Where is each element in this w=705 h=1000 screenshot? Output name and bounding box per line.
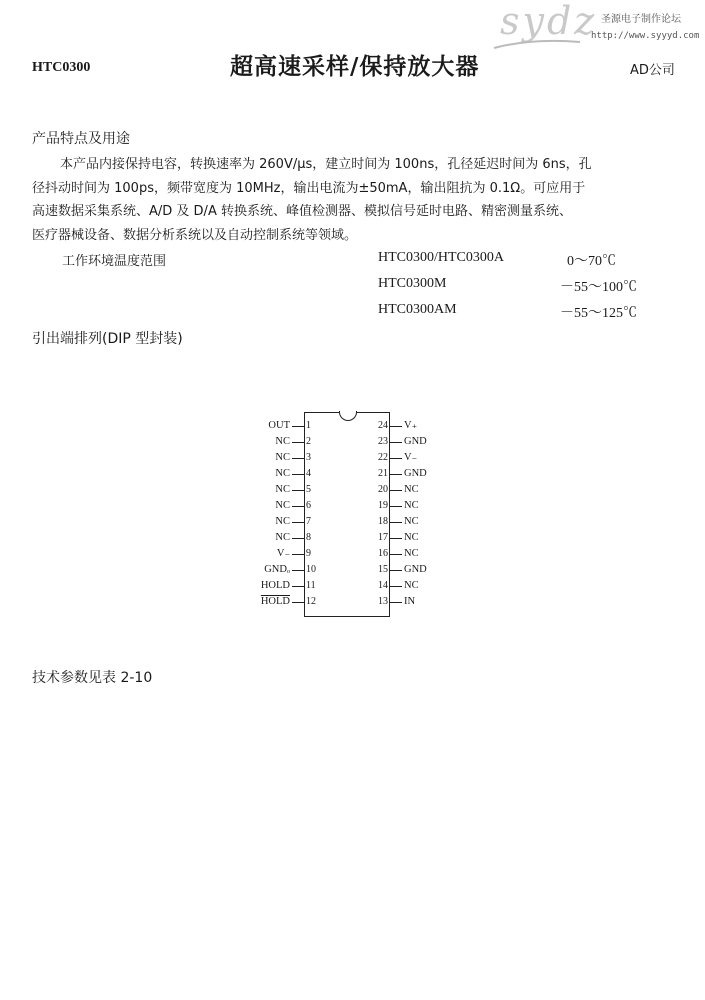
part-number: HTC0300 — [32, 60, 91, 75]
pin-left-7 — [250, 514, 311, 530]
pin-lead — [292, 490, 304, 491]
pin-number: 1 — [306, 420, 311, 431]
pin-lead — [292, 426, 304, 427]
pin-right-16 — [378, 546, 440, 562]
pin-number: 10 — [306, 564, 316, 575]
pin-lead — [292, 458, 304, 459]
pin-label: GND — [404, 468, 427, 479]
pin-lead — [390, 538, 402, 539]
pin-number: 5 — [306, 484, 311, 495]
watermark-swoosh-icon — [492, 36, 582, 52]
pin-number: 17 — [378, 532, 388, 543]
watermark-logo-text: sydz — [500, 0, 598, 43]
pin-number: 22 — [378, 452, 388, 463]
pin-label: HOLD — [260, 580, 290, 591]
pin-number: 7 — [306, 516, 311, 527]
pin-number: 6 — [306, 500, 311, 511]
watermark-logo — [486, 0, 705, 52]
pin-right-13 — [378, 594, 440, 610]
pin-lead — [292, 522, 304, 523]
pin-label: GND — [404, 564, 427, 575]
pin-number: 13 — [378, 596, 388, 607]
pin-number: 3 — [306, 452, 311, 463]
pin-label: V₋ — [276, 548, 290, 559]
watermark-site-name: 圣源电子制作论坛 — [601, 14, 681, 25]
pin-number: 12 — [306, 596, 316, 607]
pin-left-4 — [250, 466, 311, 482]
pin-lead — [390, 522, 402, 523]
temperature-range: －55～100℃ — [560, 280, 637, 295]
pin-lead — [390, 458, 402, 459]
pin-label: NC — [275, 468, 290, 479]
pin-right-22 — [378, 450, 440, 466]
pin-lead — [390, 442, 402, 443]
pin-left-9 — [250, 546, 311, 562]
features-line: 本产品内接保持电容，转换速率为 260V/μs，建立时间为 100ns，孔径延迟时间为 6ns，孔 — [60, 157, 592, 172]
pin-lead — [390, 602, 402, 603]
pin-right-15 — [378, 562, 440, 578]
temperature-model: HTC0300AM — [378, 302, 457, 317]
pin-number: 20 — [378, 484, 388, 495]
features-heading: 产品特点及用途 — [32, 131, 130, 147]
pin-label: NC — [275, 452, 290, 463]
pin-label: NC — [404, 580, 419, 591]
pin-label: NC — [275, 532, 290, 543]
pin-lead — [390, 426, 402, 427]
pin-number: 8 — [306, 532, 311, 543]
features-line: 径抖动时间为 100ps，频带宽度为 10MHz，输出电流为±50mA，输出阻抗为 0.1Ω。可应用于 — [32, 180, 586, 196]
pin-number: 23 — [378, 436, 388, 447]
pin-number: 24 — [378, 420, 388, 431]
pin-label: NC — [404, 548, 419, 559]
pin-right-24 — [378, 418, 440, 434]
pin-lead — [390, 586, 402, 587]
pin-left-2 — [250, 434, 311, 450]
pin-lead — [292, 570, 304, 571]
pin-number: 2 — [306, 436, 311, 447]
pin-label: GND — [404, 436, 427, 447]
pin-right-21 — [378, 466, 440, 482]
features-line: 高速数据采集系统、A/D 及 D/A 转换系统、峰值检测器、模拟信号延时电路、精密测量系统、 — [32, 204, 572, 219]
features-paragraph — [32, 153, 692, 247]
pin-left-10 — [250, 562, 316, 578]
pin-number: 18 — [378, 516, 388, 527]
pin-left-6 — [250, 498, 311, 514]
pin-lead — [292, 586, 304, 587]
pin-lead — [292, 554, 304, 555]
temperature-label: 工作环境温度范围 — [62, 254, 167, 269]
pin-right-23 — [378, 434, 440, 450]
pin-left-5 — [250, 482, 311, 498]
pin-right-18 — [378, 514, 440, 530]
pin-label: NC — [404, 532, 419, 543]
pin-label: HOLD — [260, 596, 290, 607]
pin-lead — [292, 474, 304, 475]
pin-left-8 — [250, 530, 311, 546]
pin1-notch — [339, 411, 357, 421]
pin-label: NC — [404, 484, 419, 495]
pin-right-19 — [378, 498, 440, 514]
pin-lead — [292, 602, 304, 603]
pin-number: 21 — [378, 468, 388, 479]
pin-label: GNDₒ — [264, 564, 290, 575]
pin-lead — [390, 554, 402, 555]
pin-left-1 — [250, 418, 311, 434]
pin-right-17 — [378, 530, 440, 546]
pin-label: V₋ — [404, 452, 418, 463]
page-title: 超高速采样/保持放大器 — [230, 54, 480, 80]
pin-label: NC — [275, 436, 290, 447]
pin-number: 11 — [306, 580, 316, 591]
pin-label: NC — [275, 484, 290, 495]
pin-lead — [390, 474, 402, 475]
pin-label: NC — [404, 500, 419, 511]
temperature-range: 0～70℃ — [567, 254, 616, 269]
pin-number: 19 — [378, 500, 388, 511]
pin-lead — [390, 570, 402, 571]
pin-lead — [292, 442, 304, 443]
pin-label: NC — [275, 500, 290, 511]
features-line: 医疗器械设备、数据分析系统以及自动控制系统等领域。 — [32, 227, 358, 243]
pin-lead — [390, 506, 402, 507]
pin-label: NC — [404, 516, 419, 527]
pin-right-14 — [378, 578, 440, 594]
pin-left-12 — [250, 594, 316, 610]
pin-number: 4 — [306, 468, 311, 479]
technical-parameters-reference: 技术参数见表 2-10 — [32, 670, 153, 686]
pin-number: 9 — [306, 548, 311, 559]
temperature-range: －55～125℃ — [560, 306, 637, 321]
pin-lead — [292, 538, 304, 539]
watermark-url: http://www.syyyd.com — [591, 31, 700, 41]
temperature-model: HTC0300/HTC0300A — [378, 250, 504, 265]
company-name: AD公司 — [630, 63, 675, 78]
pin-label: IN — [404, 596, 416, 607]
pin-label: OUT — [268, 420, 290, 431]
pin-lead — [292, 506, 304, 507]
pin-label: V₊ — [404, 420, 418, 431]
pin-number: 14 — [378, 580, 388, 591]
pin-number: 15 — [378, 564, 388, 575]
pinout-heading: 引出端排列(DIP 型封装) — [32, 331, 183, 347]
pin-right-20 — [378, 482, 440, 498]
temperature-model: HTC0300M — [378, 276, 447, 291]
pin-number: 16 — [378, 548, 388, 559]
pin-left-3 — [250, 450, 311, 466]
pin-left-11 — [250, 578, 316, 594]
pin-lead — [390, 490, 402, 491]
pin-label: NC — [275, 516, 290, 527]
